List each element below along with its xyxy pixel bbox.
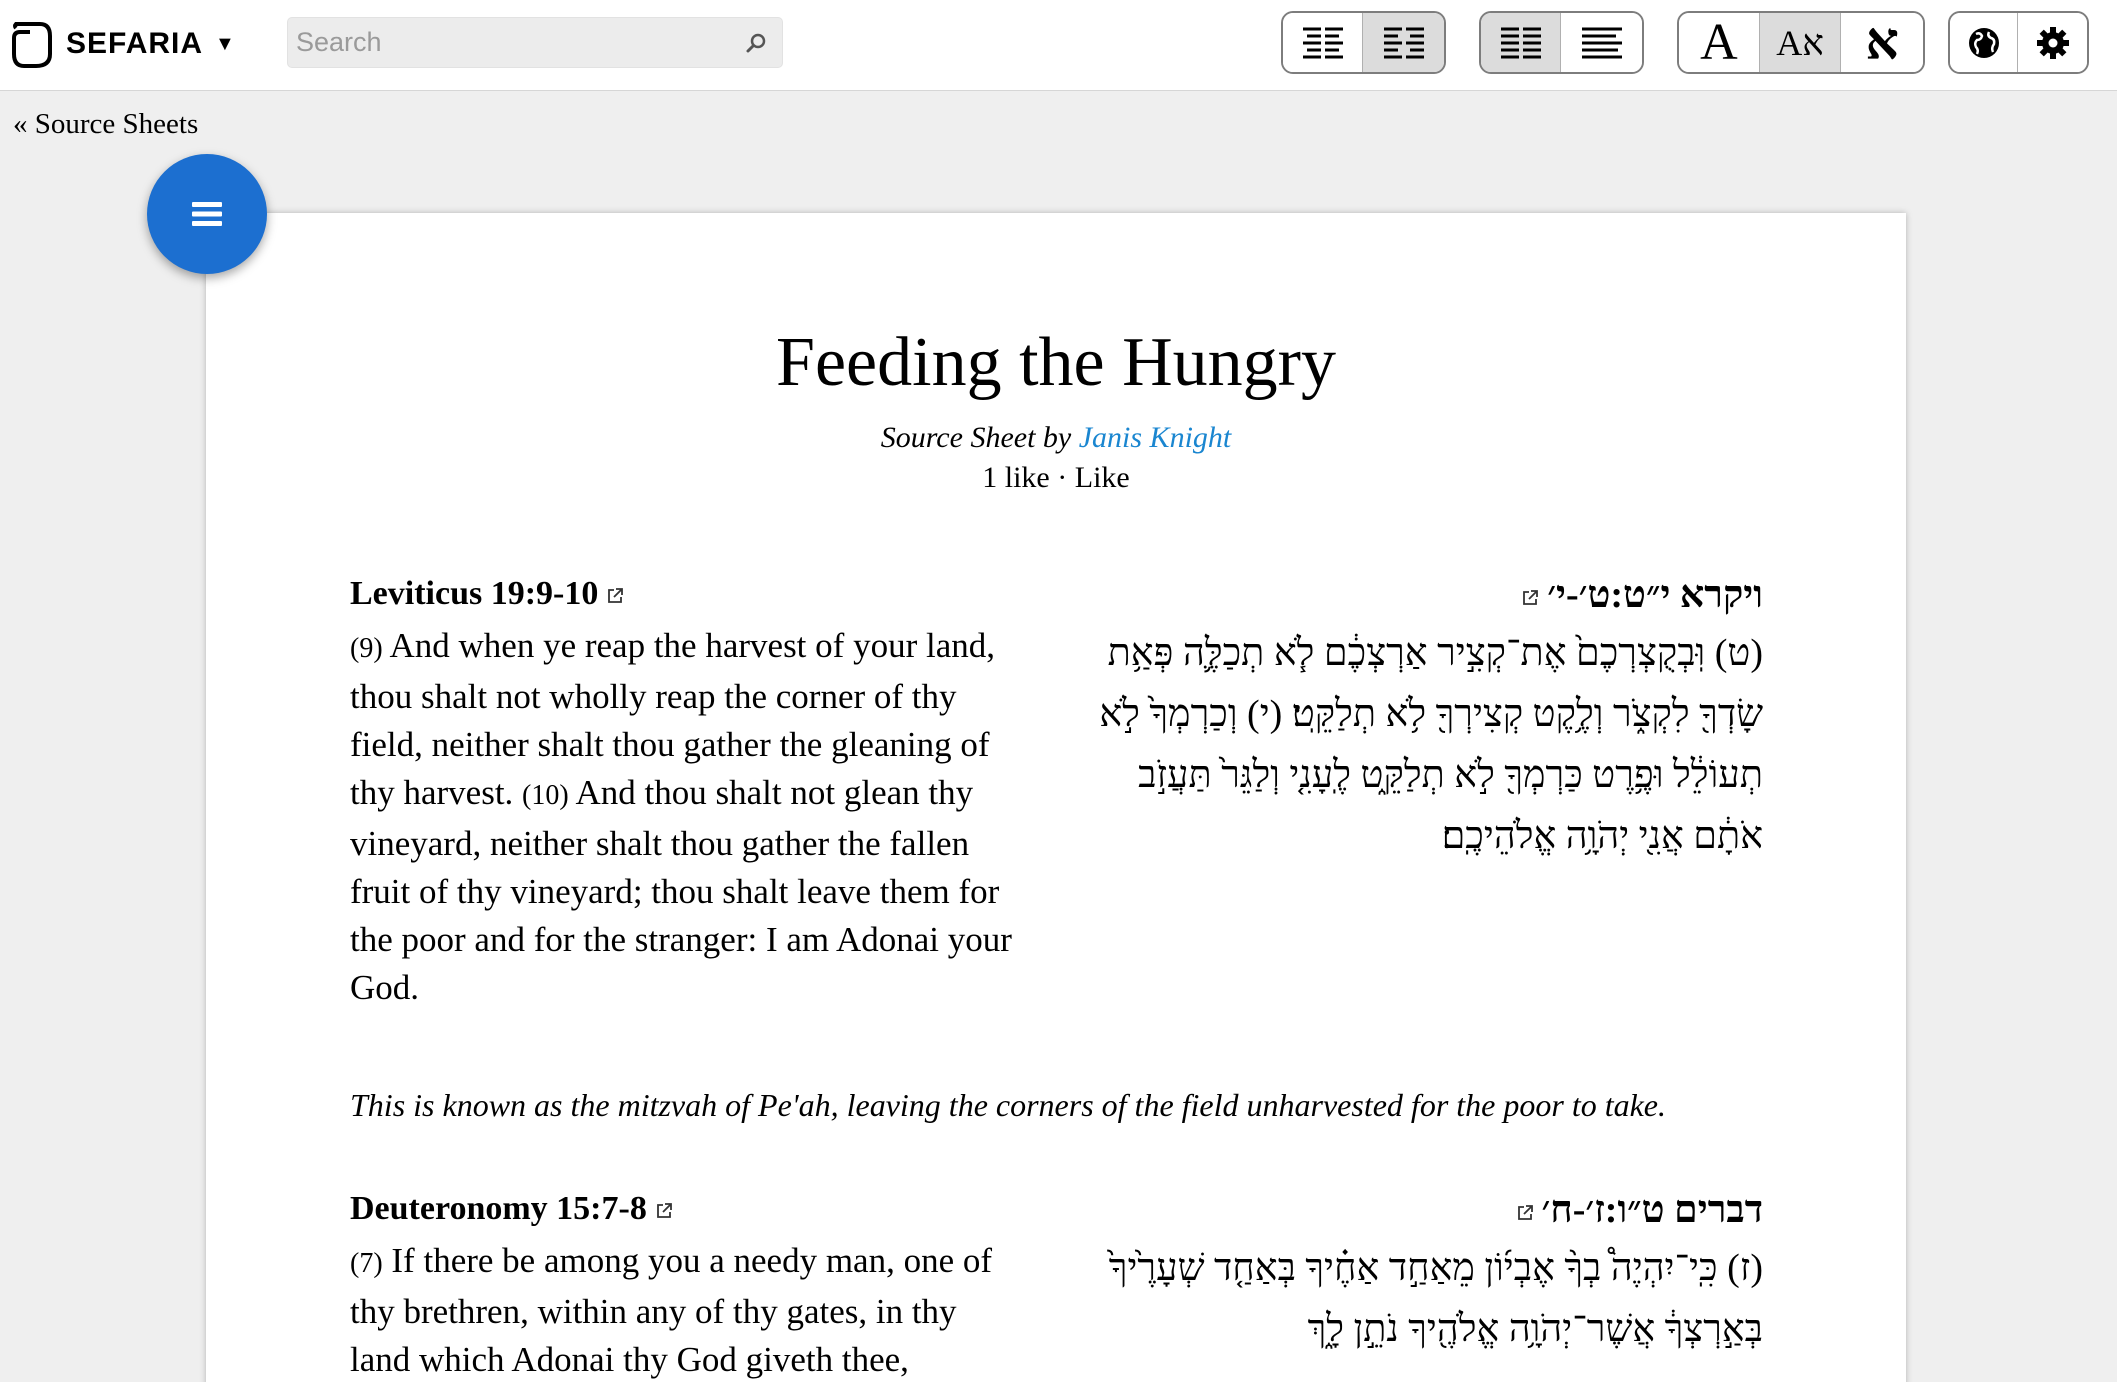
back-to-source-sheets-link[interactable]: « Source Sheets [13, 108, 199, 140]
source-text-hebrew: (ט) וּֽבְקֻצְרְכֶם֙ אֶת־קְצִ֣יר אַרְצְכֶ֔ם לֹ֧א תְכַלֶּ֛ה פְּאַ֥ת שָׂדְךָ֖ לִקְצֹ֑ר וְלֶ֥קֶט קְצִירְךָ֖ לֹ֥א תְלַקֵּֽט׃ (י) וְכַרְמְךָ֙ לֹ֣א תְעוֹלֵ֔ל וּפֶ֥רֶט כַּרְמְךָ֖ לֹ֣א תְלַקֵּ֑ט לֶֽעָנִ֤י וְלַגֵּר֙ תַּעֲזֹ֣ב אֹתָ֔ם אֲנִ֖י יְהֹוָ֥ה אֱלֹהֵיכֶֽם׃ [1099, 632, 1763, 857]
search-icon[interactable] [744, 31, 768, 55]
layout-hebrew-right-icon [1382, 26, 1426, 60]
sheet-menu-button[interactable] [147, 154, 267, 274]
verse-text: And thou shalt not glean thy vineyard, neither shalt thou gather the fallen fruit of thy vineyard; thou shalt leave them for the poor and for the stranger: I am Adonai your God. [350, 773, 1012, 1007]
hamburger-menu-icon [190, 200, 224, 228]
layout-side-by-side-icon [1499, 26, 1543, 60]
language-english-label: A [1700, 14, 1738, 71]
source-title-hebrew[interactable] [1513, 573, 1763, 617]
source-ref-hebrew[interactable]: דברים ט״ו:ז׳-ח׳ [1541, 1189, 1763, 1231]
language-toggle [1677, 11, 1925, 74]
author-link[interactable]: Janis Knight [1078, 421, 1232, 454]
verse-text: If there be among you a needy man, one of thy brethren, within any of thy gates, in thy land which Adonai thy God giveth thee, [350, 1241, 993, 1379]
verse-number: (9) [350, 633, 383, 664]
language-bilingual-button[interactable] [1760, 13, 1842, 72]
chevron-down-icon: ▼ [215, 32, 235, 55]
sheet-byline [206, 421, 1906, 455]
language-english-button[interactable] [1679, 13, 1760, 72]
verse-text: And when ye reap the harvest of your land, thou shalt not wholly reap the corner of thy field, neither shalt thou gather the gleaning of thy harvest. [350, 626, 995, 812]
layout-stacked-icon [1580, 26, 1624, 60]
top-header [0, 0, 2117, 91]
layout-hebrew-left-button[interactable] [1283, 13, 1363, 72]
sheet-comment: This is known as the mitzvah of Pe'ah, leaving the corners of the field unharvested for the poor to take. [350, 1087, 1666, 1123]
search-box [287, 17, 783, 68]
logo-text: SEFARIA [66, 27, 204, 60]
external-link-icon[interactable] [1521, 589, 1539, 607]
external-link-icon[interactable] [655, 1202, 673, 1220]
layout-stacked-button[interactable] [1561, 13, 1642, 72]
language-globe-button[interactable] [1950, 13, 2018, 72]
source-text-hebrew: (ז) כִּֽי־יִהְיֶה֩ בְךָ֨ אֶבְי֜וֹן מֵאַחַ֣ד אַחֶ֗יךָ בְּאַחַ֤ד שְׁעָרֶ֙יךָ֙ בְּאַ֣רְצְךָ֔ אֲשֶׁר־יְהֹוָ֥ה אֱלֹהֶ֖יךָ נֹתֵ֣ן לָ֑ךְ [1108, 1247, 1763, 1350]
byline-prefix: Source Sheet by [880, 421, 1072, 454]
sefaria-logo-menu[interactable] [10, 20, 235, 68]
source-ref-hebrew[interactable]: ויקרא י״ט:ט׳-י׳ [1547, 574, 1763, 616]
external-link-icon[interactable] [1516, 1204, 1534, 1222]
language-hebrew-button[interactable] [1841, 13, 1923, 72]
sefaria-logo-icon [10, 20, 52, 68]
search-input[interactable] [288, 18, 728, 67]
source-text-english [350, 1237, 1020, 1382]
source-title-english[interactable] [350, 575, 632, 613]
verse-number: (7) [350, 1248, 383, 1279]
external-link-icon[interactable] [606, 587, 624, 605]
hebrew-position-toggle [1281, 11, 1446, 74]
language-bilingual-label: Aא [1776, 22, 1824, 63]
layout-mode-toggle [1479, 11, 1644, 74]
verse-number: (10) [522, 780, 569, 811]
source-ref-english[interactable]: Leviticus 19:9-10 [350, 575, 599, 612]
source-text-english [350, 622, 1020, 1012]
settings-button[interactable] [2018, 13, 2087, 72]
source-sheet [206, 213, 1906, 1382]
layout-hebrew-left-icon [1301, 26, 1345, 60]
source-title-english[interactable] [350, 1190, 681, 1228]
layout-hebrew-right-button[interactable] [1363, 13, 1444, 72]
site-options-group [1948, 11, 2089, 74]
globe-icon [1967, 26, 2001, 60]
sheet-title: Feeding the Hungry [776, 324, 1336, 401]
gear-icon [2036, 26, 2070, 60]
source-ref-english[interactable]: Deuteronomy 15:7-8 [350, 1190, 647, 1227]
language-hebrew-label: א [1865, 14, 1899, 71]
layout-side-by-side-button[interactable] [1481, 13, 1561, 72]
source-title-hebrew[interactable] [1508, 1188, 1764, 1232]
likes-line[interactable]: 1 like · Like [982, 461, 1130, 494]
